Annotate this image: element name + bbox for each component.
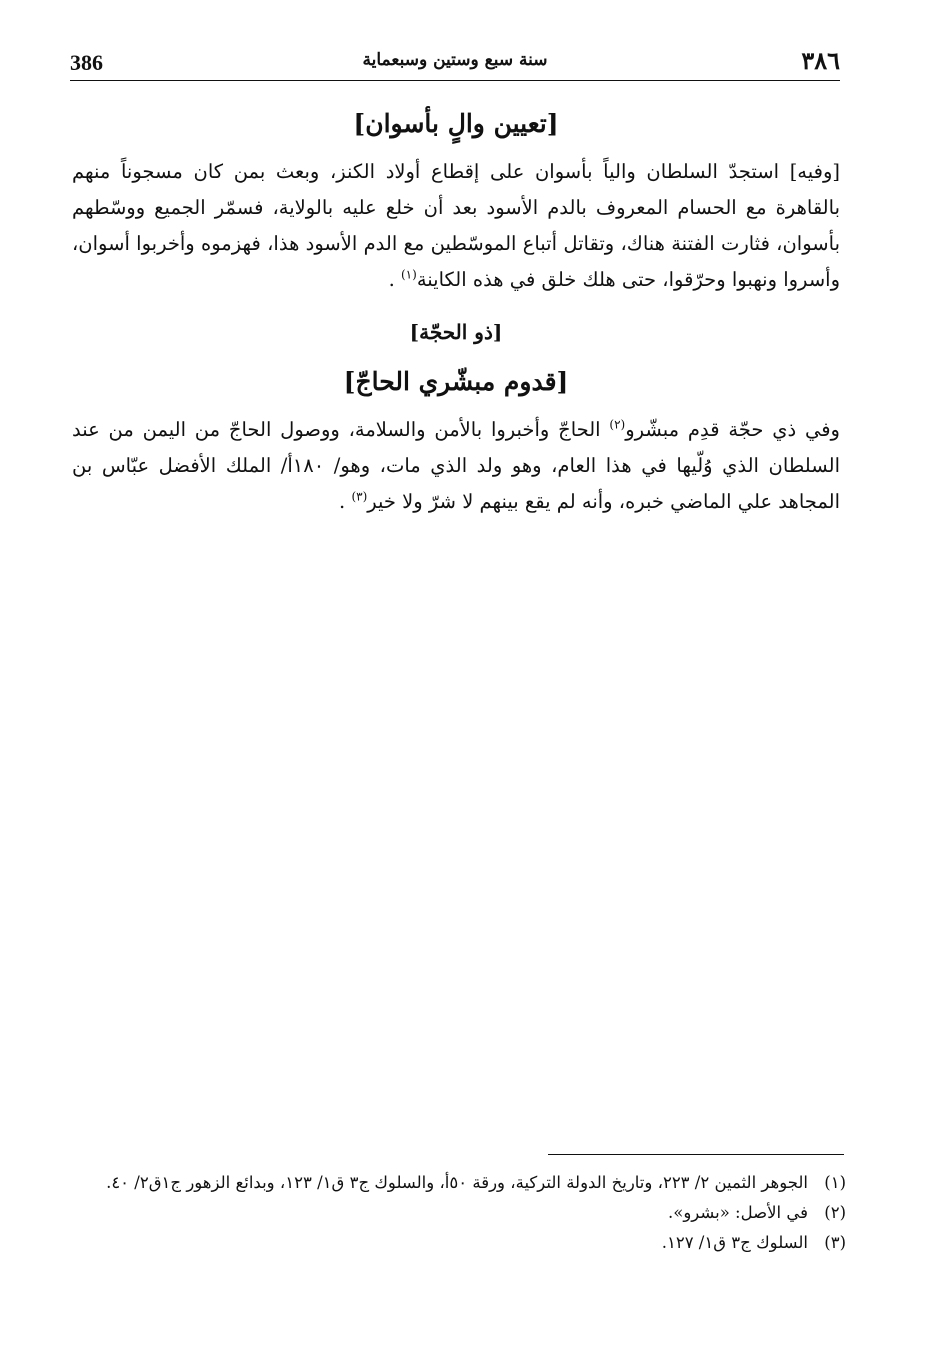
footnote: [78, 1228, 846, 1258]
footnote-number: (٢): [824, 1203, 846, 1222]
paragraph: [72, 154, 840, 298]
footnote-divider: [548, 1154, 844, 1155]
main-text: [72, 100, 840, 520]
paragraph-end: .: [339, 490, 346, 513]
footnote: [78, 1198, 846, 1228]
paragraph-text: وفي ذي حجّة قدِم مبشّرو: [625, 418, 840, 441]
footnote-text: السلوك ج٣ ق١/ ١٢٧.: [661, 1233, 808, 1252]
month-heading: [ذو الحجّة]: [409, 320, 503, 344]
footnote-ref: (١): [400, 267, 417, 282]
footnote-ref: (٣): [351, 489, 368, 504]
footnote-number: (٣): [824, 1233, 846, 1252]
page-number-arabic: ٣٨٦: [801, 46, 840, 75]
footnote-ref: (٢): [609, 417, 626, 432]
section-heading: [تعيين والٍ بأسوان]: [353, 109, 559, 138]
page-number-latin: 386: [70, 50, 103, 75]
footnote-number: (١): [824, 1173, 846, 1192]
paragraph-end: .: [388, 268, 395, 291]
footnotes: [78, 1168, 846, 1258]
footnote: [78, 1168, 846, 1198]
section-heading: [قدوم مبشّري الحاجّ]: [343, 367, 569, 396]
paragraph: [72, 412, 840, 520]
paragraph-text: الحاجّ وأخبروا بالأمن والسلامة، ووصول الحاجّ من اليمن من عند السلطان الذي وُلّيها في هذا العام، وهو ولد الذي مات، وهو/ ١٨٠أ/ الملك الأفضل عبّاس بن المجاهد علي الماضي خبره، وأنه لم يقع بينهم لا شرّ ولا خير: [72, 418, 840, 513]
running-title: سنة سبع وستين وسبعماية: [362, 50, 548, 70]
page-header: [70, 42, 840, 81]
footnote-text: في الأصل: «بشرو».: [667, 1203, 808, 1222]
paragraph-text: [وفيه] استجدّ السلطان والياً بأسوان على إقطاع أولاد الكنز، وبعث بمن كان مسجوناً منهم بالقاهرة مع الحسام المعروف بالدم الأسود بعد أن خلع عليه بالولاية، فسمّر الجميع ووسّطهم بأسوان، فثارت الفتنة هناك، وتقاتل أتباع الموسّطين مع الدم الأسود هذا، فهزموه وأخربوا أسوان، وأسروا ونهبوا وحرّقوا، حتى هلك خلق في هذه الكاينة: [72, 160, 840, 291]
footnote-text: الجوهر الثمين ٢/ ٢٢٣، وتاريخ الدولة التركية، ورقة ٥٠أ، والسلوك ج٣ ق١/ ١٢٣، وبدائع الزهور ج١ق٢/ ٤٠.: [106, 1173, 808, 1192]
